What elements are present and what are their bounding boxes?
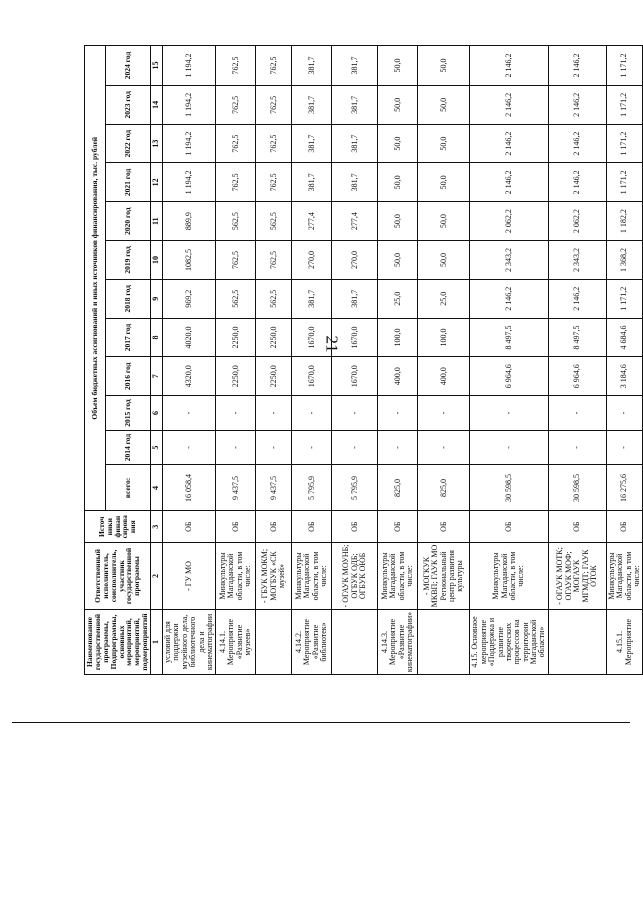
table-cell: 1 171,2 <box>606 85 643 124</box>
table-cell: 2 146,2 <box>548 46 606 86</box>
table-cell: 1 194,2 <box>163 163 216 202</box>
table-cell: - <box>292 430 332 465</box>
table-cell: - <box>216 396 256 431</box>
table-cell: - <box>332 430 378 465</box>
table-cell: 762,5 <box>256 124 292 163</box>
table-cell: 50,0 <box>418 46 470 86</box>
table-cell: - <box>163 396 216 431</box>
table-cell: 381,7 <box>332 124 378 163</box>
column-number: 13 <box>151 124 163 163</box>
table-cell: - <box>378 396 418 431</box>
table-cell: - <box>332 396 378 431</box>
table-cell: 2 062,2 <box>548 202 606 241</box>
table-cell: 16 275,6 <box>606 465 643 511</box>
table-cell: 2250,0 <box>256 318 292 357</box>
table-cell: 100,0 <box>418 318 470 357</box>
table-cell: 1 171,2 <box>606 163 643 202</box>
table-cell: 2 146,2 <box>548 163 606 202</box>
column-number: 8 <box>151 318 163 357</box>
table-cell: 1 368,2 <box>606 241 643 280</box>
table-row <box>256 46 292 675</box>
column-number: 10 <box>151 241 163 280</box>
table-cell: 4.14.3. Мероприятие «Развитие кинематографии» <box>378 610 418 675</box>
column-number: 6 <box>151 396 163 431</box>
table-cell: Минкультуры Магаданской области, в том числе: <box>606 542 643 609</box>
table-cell: 381,7 <box>292 163 332 202</box>
table-cell <box>256 610 292 675</box>
table-cell: Минкультуры Магаданской области, в том числе: <box>470 542 549 609</box>
table-cell: - МОГКУК МКВП; ГАУК МО Региональный центр развития культуры <box>418 542 470 609</box>
table-cell: - ОГАУК МОТК; ОГАУК МОФ; МОГАУК МГМДТ; ГАУК ОТОК <box>548 542 606 609</box>
table-cell: 5 795,9 <box>332 465 378 511</box>
table-cell: ОБ <box>548 511 606 542</box>
table-cell: 2 146,2 <box>548 279 606 318</box>
table-cell: 4.14.2. Мероприятие «Развитие библиотек» <box>292 610 332 675</box>
header-year: 2024 год <box>105 46 150 86</box>
table-cell: 762,5 <box>216 46 256 86</box>
table-cell: 562,5 <box>256 202 292 241</box>
table-cell: 4320,0 <box>163 357 216 396</box>
header-executor: Ответственный исполнитель, соисполнитель, участник государственной программы <box>85 542 151 609</box>
table-row <box>163 46 216 675</box>
column-number: 15 <box>151 46 163 86</box>
table-cell: 762,5 <box>256 163 292 202</box>
table-cell: 9 437,5 <box>216 465 256 511</box>
table-cell: 1 194,2 <box>163 46 216 86</box>
table-cell: 5 795,9 <box>292 465 332 511</box>
table-cell: условий для поддержки музейного дела, библиотечного дела и кинематографии <box>163 610 216 675</box>
table-cell: - <box>163 430 216 465</box>
table-cell: 1 171,2 <box>606 124 643 163</box>
table-cell: 825,0 <box>418 465 470 511</box>
table-cell: 270,0 <box>292 241 332 280</box>
table-cell: 762,5 <box>256 46 292 86</box>
table-cell: 762,5 <box>216 124 256 163</box>
table-cell: 50,0 <box>418 202 470 241</box>
table-cell: 50,0 <box>418 85 470 124</box>
table-cell: 762,5 <box>256 241 292 280</box>
table-cell: 277,4 <box>332 202 378 241</box>
table-cell: - <box>606 396 643 431</box>
table-cell: 381,7 <box>332 279 378 318</box>
table-cell: 2 343,2 <box>548 241 606 280</box>
table-cell: 30 598,5 <box>470 465 549 511</box>
table-cell: 562,5 <box>256 279 292 318</box>
column-number: 9 <box>151 279 163 318</box>
table-row <box>606 46 643 675</box>
table-cell: - ГУ МО <box>163 542 216 609</box>
table-cell: 2 146,2 <box>548 124 606 163</box>
table-row <box>548 46 606 675</box>
table-cell: 2250,0 <box>256 357 292 396</box>
table-cell: - <box>548 396 606 431</box>
table-cell: 100,0 <box>378 318 418 357</box>
table-cell: 400,0 <box>378 357 418 396</box>
table-cell: 889,9 <box>163 202 216 241</box>
table-cell: ОБ <box>332 511 378 542</box>
table-cell: - <box>256 430 292 465</box>
table-cell: 16 058,4 <box>163 465 216 511</box>
table-cell: 1082,5 <box>163 241 216 280</box>
table-cell: 562,5 <box>216 202 256 241</box>
table-cell: ОБ <box>163 511 216 542</box>
table-cell: 1670,0 <box>292 357 332 396</box>
table-cell: 825,0 <box>378 465 418 511</box>
column-number: 7 <box>151 357 163 396</box>
header-year: 2016 год <box>105 357 150 396</box>
table-cell: 2250,0 <box>216 318 256 357</box>
table-cell: 4020,0 <box>163 318 216 357</box>
table-cell: 50,0 <box>418 124 470 163</box>
table-cell: 381,7 <box>292 46 332 86</box>
table-cell: 381,7 <box>332 85 378 124</box>
header-year: 2019 год <box>105 241 150 280</box>
table-cell: 4.14.1. Мероприятие «Развитие музеев» <box>216 610 256 675</box>
rotated-table-area <box>84 45 642 675</box>
table-cell: 762,5 <box>216 241 256 280</box>
table-cell: 762,5 <box>256 85 292 124</box>
column-number-row <box>151 46 163 675</box>
table-cell: 2 343,2 <box>470 241 549 280</box>
header-funding-source: Источ ники финан сирова ния <box>85 511 151 542</box>
table-cell: - <box>292 396 332 431</box>
table-cell: 762,5 <box>216 163 256 202</box>
table-cell: - <box>378 430 418 465</box>
table-cell: 2 146,2 <box>470 85 549 124</box>
header-year: 2017 год <box>105 318 150 357</box>
table-cell: 50,0 <box>378 202 418 241</box>
table-cell: - <box>470 430 549 465</box>
table-cell: 50,0 <box>378 46 418 86</box>
table-cell: 50,0 <box>378 241 418 280</box>
table-row <box>378 46 418 675</box>
table-cell: 8 497,5 <box>470 318 549 357</box>
table-cell: 277,4 <box>292 202 332 241</box>
table-cell: 2 146,2 <box>470 46 549 86</box>
table-cell: 2 062,2 <box>470 202 549 241</box>
table-cell: 3 184,6 <box>606 357 643 396</box>
column-number: 14 <box>151 85 163 124</box>
header-year: 2015 год <box>105 396 150 431</box>
table-cell: 1670,0 <box>332 318 378 357</box>
table-cell: 381,7 <box>292 124 332 163</box>
table-cell: 1 194,2 <box>163 85 216 124</box>
table-cell: 762,5 <box>216 85 256 124</box>
table-cell <box>548 610 606 675</box>
table-cell: 1 171,2 <box>606 46 643 86</box>
table-cell: - <box>470 396 549 431</box>
table-row <box>216 46 256 675</box>
table-cell: ОБ <box>292 511 332 542</box>
column-number: 11 <box>151 202 163 241</box>
table-cell: 381,7 <box>332 163 378 202</box>
table-cell: ОБ <box>216 511 256 542</box>
header-funding-volume: Объем бюджетных ассигнований и иных источников финансирования, тыс. рублей <box>85 46 106 512</box>
page-number: 21 <box>322 335 342 353</box>
table-cell: 1 194,2 <box>163 124 216 163</box>
horizontal-rule <box>12 722 630 723</box>
table-cell: 50,0 <box>378 163 418 202</box>
table-cell: ОБ <box>606 511 643 542</box>
table-cell: 9 437,5 <box>256 465 292 511</box>
column-number: 12 <box>151 163 163 202</box>
column-number: 1 <box>151 610 163 675</box>
table-cell: 270,0 <box>332 241 378 280</box>
table-cell: Минкультуры Магаданской области, в том числе: <box>216 542 256 609</box>
table-cell: 969,2 <box>163 279 216 318</box>
table-cell: 1 182,2 <box>606 202 643 241</box>
column-number: 3 <box>151 511 163 542</box>
table-cell: Минкультуры Магаданской области, в том числе: <box>378 542 418 609</box>
table-cell <box>418 610 470 675</box>
column-number: 4 <box>151 465 163 511</box>
table-cell: Минкультуры Магаданской области, в том числе: <box>292 542 332 609</box>
column-number: 5 <box>151 430 163 465</box>
header-year: 2020 год <box>105 202 150 241</box>
table-row <box>292 46 332 675</box>
table-cell: ОБ <box>378 511 418 542</box>
table-cell: 562,5 <box>216 279 256 318</box>
table-cell: - <box>418 430 470 465</box>
table-cell: 4 684,6 <box>606 318 643 357</box>
header-total: всего: <box>105 465 150 511</box>
table-cell: 400,0 <box>418 357 470 396</box>
table-cell: - <box>548 430 606 465</box>
table-cell: 6 964,6 <box>470 357 549 396</box>
table-cell: - ГБУК МОКМ; МОГБУК «СК музей» <box>256 542 292 609</box>
header-year: 2022 год <box>105 124 150 163</box>
budget-table <box>84 45 643 675</box>
table-cell: 2 146,2 <box>548 85 606 124</box>
table-cell: 1670,0 <box>332 357 378 396</box>
table-cell: ОБ <box>418 511 470 542</box>
table-cell: 381,7 <box>292 85 332 124</box>
header-year: 2014 год <box>105 430 150 465</box>
table-cell: 4.15.1. Мероприятие <box>606 610 643 675</box>
header-program-name: Наименование государственной программы, Подпрограммы, основных мероприятий, мероприятий, подмероприятий <box>85 610 151 675</box>
table-cell: 4.15. Основное мероприятие «Поддержка и развитие творческих процессов на территории Магаданской области» <box>470 610 549 675</box>
table-cell: 8 497,5 <box>548 318 606 357</box>
table-cell: - ОГАУК МОУНБ; ОГБУК ОДБ; ОГБУК ОЮБ <box>332 542 378 609</box>
table-cell: 2250,0 <box>216 357 256 396</box>
table-cell <box>332 610 378 675</box>
table-cell: 1 171,2 <box>606 279 643 318</box>
table-cell: ОБ <box>256 511 292 542</box>
table-cell: 2 146,2 <box>470 163 549 202</box>
table-cell: 381,7 <box>292 279 332 318</box>
header-year: 2018 год <box>105 279 150 318</box>
table-cell: 25,0 <box>418 279 470 318</box>
table-cell: - <box>216 430 256 465</box>
table-cell: 2 146,2 <box>470 124 549 163</box>
table-cell: 30 598,5 <box>548 465 606 511</box>
table-row <box>418 46 470 675</box>
table-cell: ОБ <box>470 511 549 542</box>
table-cell: 50,0 <box>378 85 418 124</box>
header-year: 2023 год <box>105 85 150 124</box>
table-cell: 6 964,6 <box>548 357 606 396</box>
table-row <box>470 46 549 675</box>
table-row <box>332 46 378 675</box>
table-cell: 381,7 <box>332 46 378 86</box>
table-cell: - <box>256 396 292 431</box>
table-cell: - <box>606 430 643 465</box>
table-cell: 1670,0 <box>292 318 332 357</box>
column-number: 2 <box>151 542 163 609</box>
table-cell: 25,0 <box>378 279 418 318</box>
table-cell: 50,0 <box>418 163 470 202</box>
header-year: 2021 год <box>105 163 150 202</box>
table-body <box>163 46 643 675</box>
table-cell: 50,0 <box>378 124 418 163</box>
table-cell: 50,0 <box>418 241 470 280</box>
table-cell: - <box>418 396 470 431</box>
table-cell: 2 146,2 <box>470 279 549 318</box>
